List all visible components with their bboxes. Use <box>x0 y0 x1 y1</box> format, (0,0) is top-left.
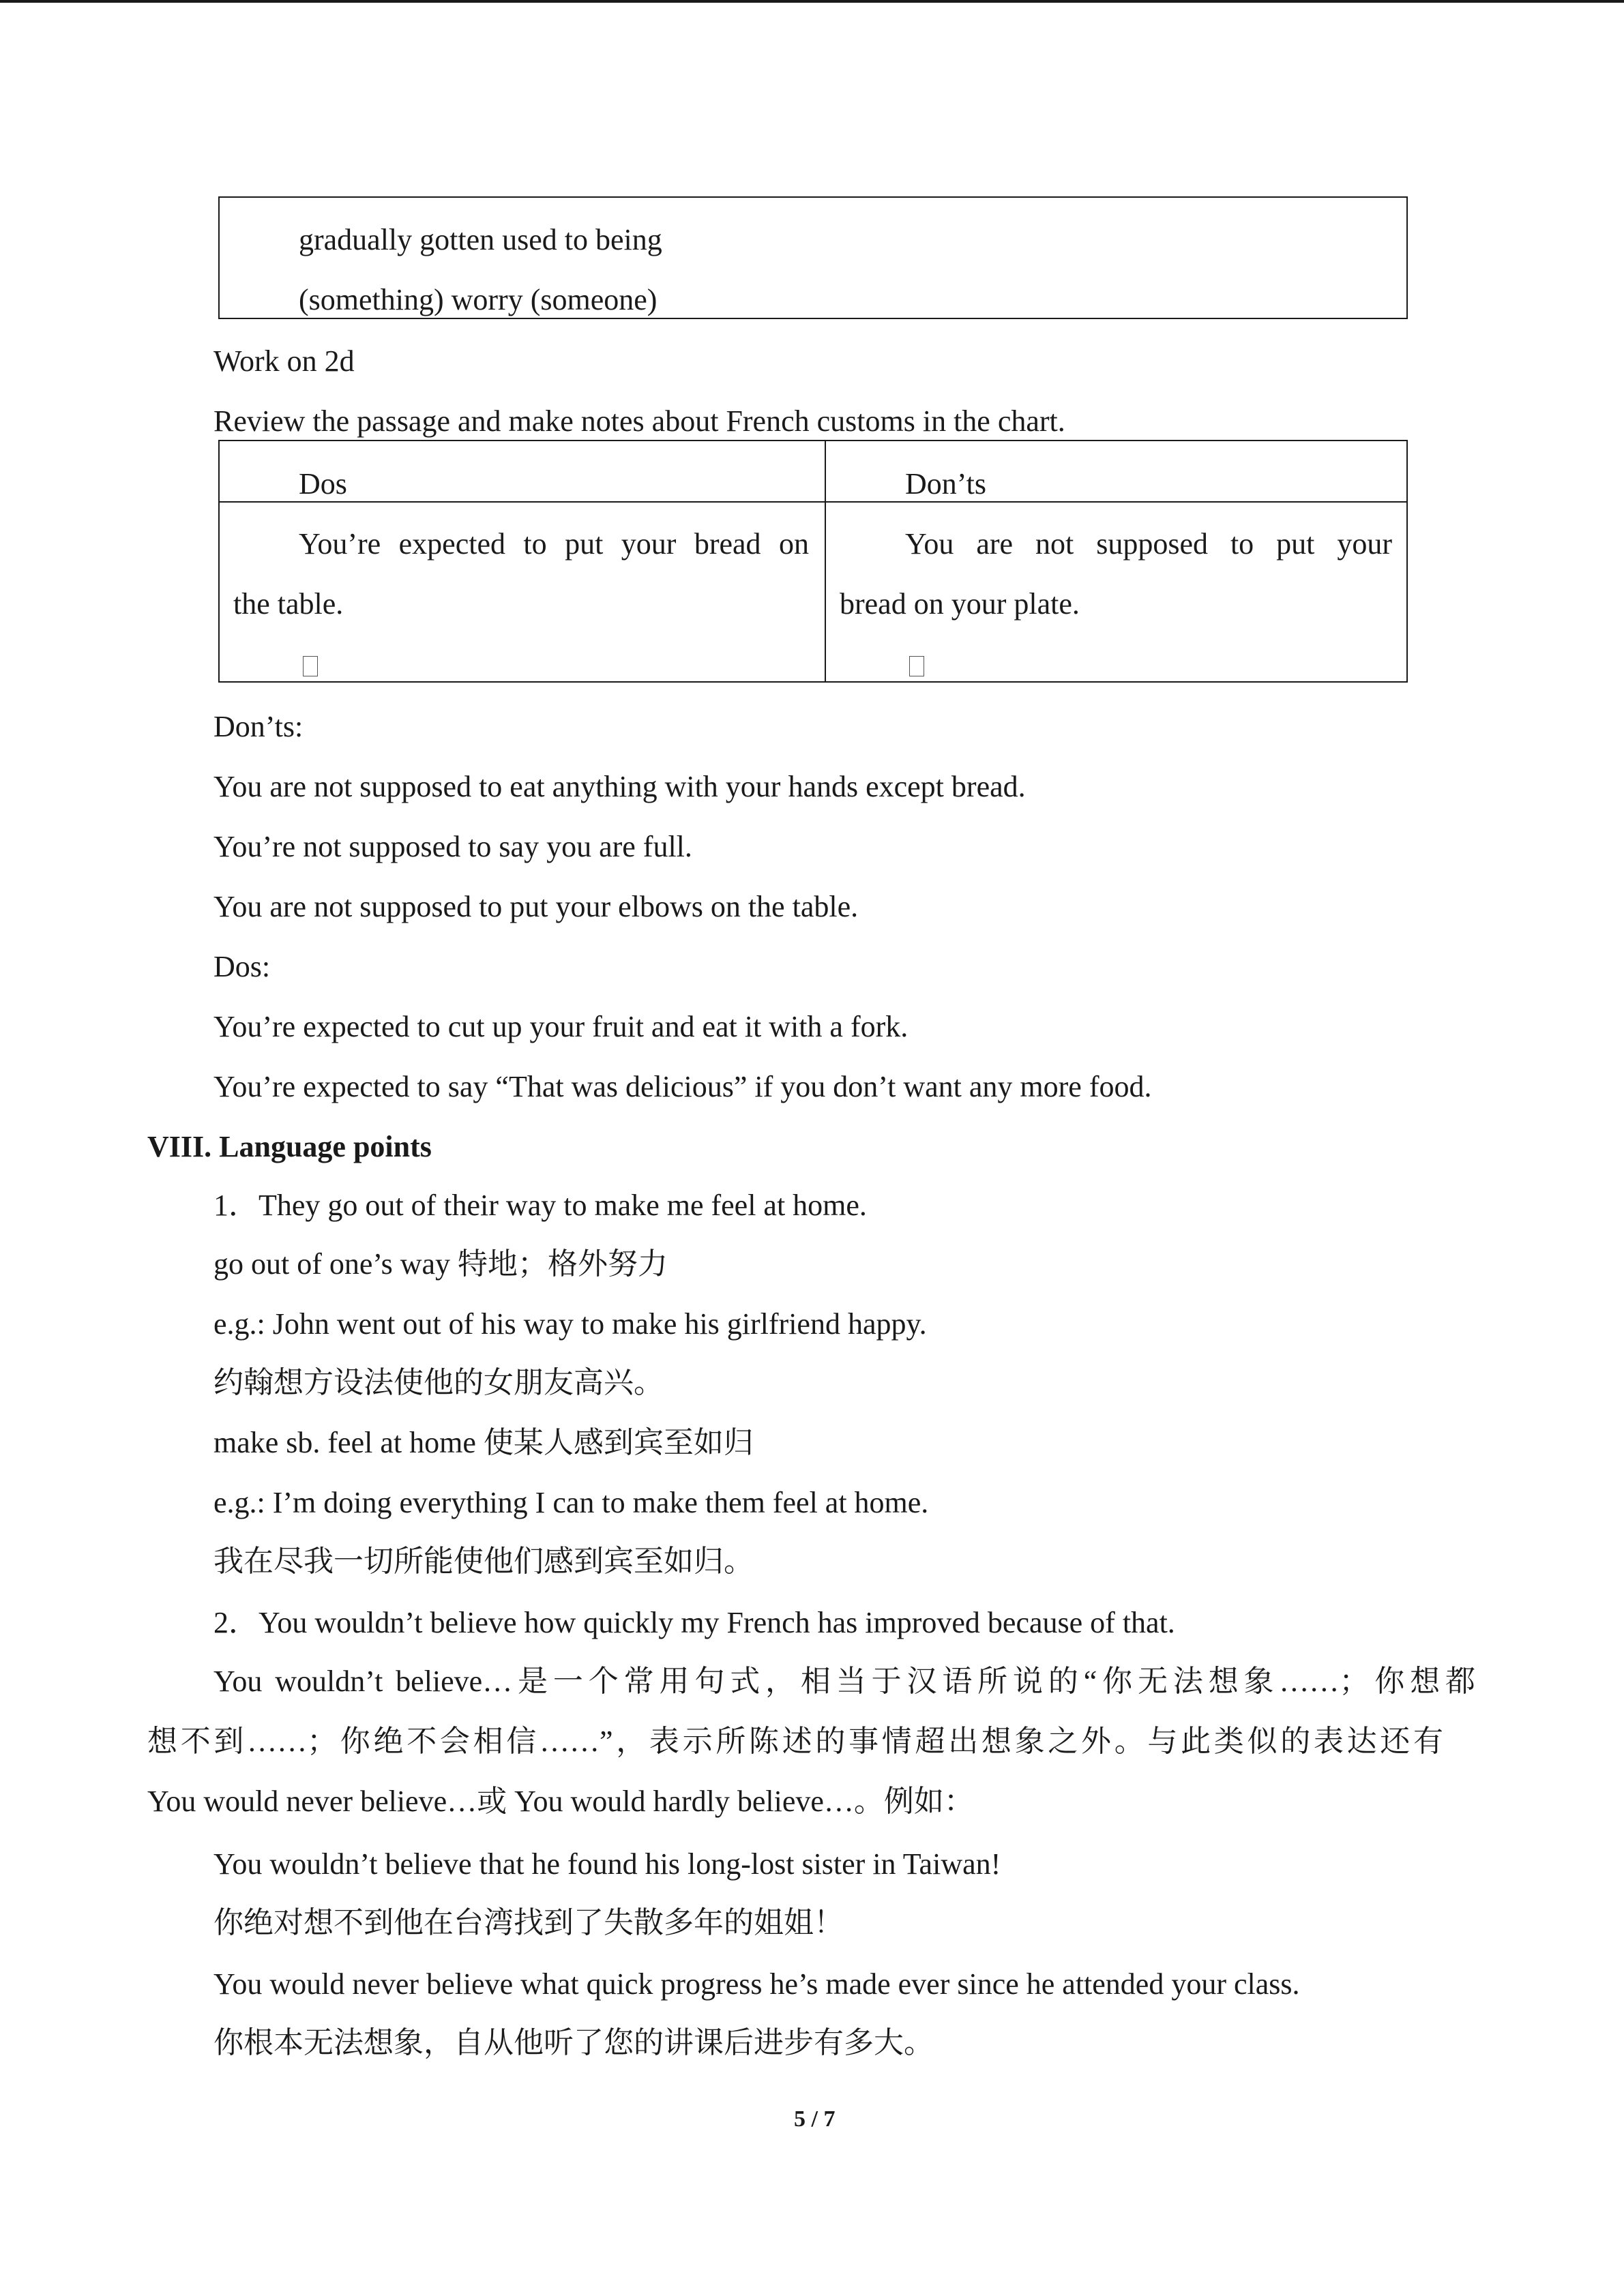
point-2-paragraph-line-1: You wouldn’t believe…是一个常用句式，相当于汉语所说的“你无法想象……；你想都 <box>213 1665 1475 1698</box>
point-1-translation-2: 我在尽我一切所能使他们感到宾至如归。 <box>213 1545 754 1578</box>
section-heading: VIII. Language points <box>147 1130 432 1163</box>
customs-table-header-divider <box>218 501 1408 503</box>
donts-item: You are not supposed to put your elbows on the table. <box>213 890 859 923</box>
point-1-example: e.g.: John went out of his way to make his girlfriend happy. <box>213 1307 927 1341</box>
customs-table-header-donts: Don’ts <box>905 467 986 501</box>
donts-label: Don’ts: <box>213 710 304 743</box>
dos-item: You’re expected to cut up your fruit and eat it with a fork. <box>213 1010 909 1043</box>
customs-table-dos-placeholder <box>301 644 319 685</box>
point-2-example-1: You wouldn’t believe that he found his long-lost sister in Taiwan! <box>213 1847 1001 1881</box>
donts-item: You’re not supposed to say you are full. <box>213 830 692 863</box>
customs-table-donts-line-1: You are not supposed to put your <box>905 527 1392 561</box>
phrase-box-line-1: gradually gotten used to being <box>299 223 662 256</box>
point-1-title: 1．They go out of their way to make me feel at home. <box>213 1189 867 1222</box>
dos-label: Dos: <box>213 950 271 983</box>
point-2-translation-1: 你绝对想不到他在台湾找到了失散多年的姐姐！ <box>213 1906 844 1939</box>
top-border-line <box>0 0 1624 3</box>
page-number: 5 / 7 <box>794 2106 836 2132</box>
customs-table-donts-placeholder <box>908 644 926 685</box>
phrase-box-line-2: (something) worry (someone) <box>299 283 658 316</box>
placeholder-box-icon <box>303 656 318 676</box>
customs-table-dos-line-1: You’re expected to put your bread on <box>299 527 809 561</box>
placeholder-box-icon <box>909 656 924 676</box>
point-2-title: 2．You wouldn’t believe how quickly my French has improved because of that. <box>213 1606 1175 1639</box>
donts-item: You are not supposed to eat anything with your hands except bread. <box>213 770 1026 803</box>
customs-table-dos-line-2: the table. <box>233 587 344 621</box>
point-2-paragraph-line-3: You would never believe…或 You would hardly believe…。例如： <box>147 1785 974 1818</box>
point-2-paragraph-line-2: 想不到……；你绝不会相信……”，表示所陈述的事情超出想象之外。与此类似的表达还有 <box>147 1725 1443 1758</box>
point-1-example-2: e.g.: I’m doing everything I can to make them feel at home. <box>213 1486 929 1519</box>
point-1-phrase: go out of one’s way 特地；格外努力 <box>213 1247 668 1281</box>
work-heading: Work on 2d <box>213 344 355 378</box>
dos-item: You’re expected to say “That was delicious” if you don’t want any more food. <box>213 1070 1152 1103</box>
point-2-example-2: You would never believe what quick progress he’s made ever since he attended your class. <box>213 1967 1300 2001</box>
point-1-translation: 约翰想方设法使他的女朋友高兴。 <box>213 1366 664 1399</box>
customs-table-header-dos: Dos <box>299 467 347 501</box>
point-1-phrase-2: make sb. feel at home 使某人感到宾至如归 <box>213 1426 754 1459</box>
instruction-text: Review the passage and make notes about French customs in the chart. <box>213 404 1065 438</box>
customs-table-donts-line-2: bread on your plate. <box>840 587 1080 621</box>
point-2-translation-2: 你根本无法想象，自从他听了您的讲课后进步有多大。 <box>213 2026 934 2059</box>
customs-table-column-divider <box>825 440 826 683</box>
